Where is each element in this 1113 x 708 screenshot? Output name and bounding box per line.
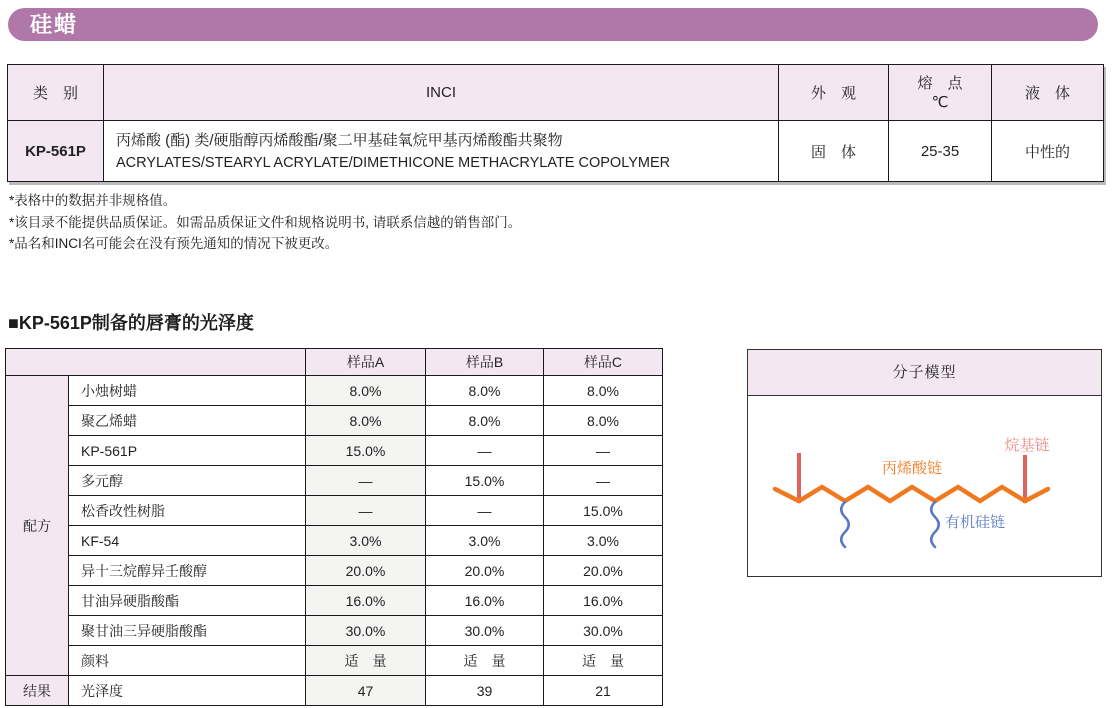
ingredient-name: KF-54 — [69, 526, 306, 556]
value-c: 21 — [544, 676, 663, 706]
molecular-model-title: 分子模型 — [748, 350, 1101, 396]
value-c: — — [544, 466, 663, 496]
section-title: ■KP-561P制备的唇膏的光泽度 — [8, 313, 254, 333]
value-a: 30.0% — [306, 616, 426, 646]
gloss-header-sample-c: 样品C — [544, 349, 663, 376]
value-b: — — [426, 436, 544, 466]
ingredient-name: KP-561P — [69, 436, 306, 466]
inci-chinese: 丙烯酸 (酯) 类/硬脂醇丙烯酸酯/聚二甲基硅氧烷甲基丙烯酸酯共聚物 — [116, 131, 563, 149]
product-table-container — [7, 64, 1104, 182]
group-label-formula: 配方 — [6, 376, 69, 676]
appearance-cell: 固 体 — [779, 121, 889, 182]
table-row — [6, 496, 663, 526]
col-header-melting-point — [889, 65, 992, 121]
acrylic-chain-zigzag — [775, 487, 1048, 501]
value-b: 15.0% — [426, 466, 544, 496]
value-a: 8.0% — [306, 376, 426, 406]
value-b: 8.0% — [426, 406, 544, 436]
gloss-header-sample-b: 样品B — [426, 349, 544, 376]
product-table — [7, 64, 1104, 182]
table-row — [6, 376, 663, 406]
value-a: 3.0% — [306, 526, 426, 556]
molecular-model-diagram — [748, 396, 1101, 577]
molecular-model-panel — [747, 349, 1102, 577]
col-header-appearance: 外 观 — [779, 65, 889, 121]
gloss-table — [5, 348, 663, 706]
col-header-category: 类 别 — [8, 65, 104, 121]
ingredient-name: 多元醇 — [69, 466, 306, 496]
value-b: 8.0% — [426, 376, 544, 406]
ingredient-name: 聚乙烯蜡 — [69, 406, 306, 436]
value-b: 20.0% — [426, 556, 544, 586]
value-c: 8.0% — [544, 376, 663, 406]
melting-point-cell: 25-35 — [889, 121, 992, 182]
ingredient-name: 小烛树蜡 — [69, 376, 306, 406]
product-name-cell: KP-561P — [8, 121, 104, 182]
ingredient-name: 甘油异硬脂酸酯 — [69, 586, 306, 616]
value-b: 适 量 — [426, 646, 544, 676]
footnote-3: *品名和INCI名可能会在没有预先通知的情况下被更改。 — [9, 236, 339, 251]
table-row — [6, 406, 663, 436]
table-row — [6, 526, 663, 556]
group-label-result: 结果 — [6, 676, 69, 706]
value-b: 16.0% — [426, 586, 544, 616]
value-a: 15.0% — [306, 436, 426, 466]
value-a: 47 — [306, 676, 426, 706]
table-row — [6, 436, 663, 466]
acrylic-chain-label: 丙烯酸链 — [881, 460, 943, 477]
melting-point-label: 熔 点 — [917, 74, 963, 92]
ingredient-name: 颜料 — [69, 646, 306, 676]
value-c: — — [544, 436, 663, 466]
value-a: 20.0% — [306, 556, 426, 586]
value-c: 16.0% — [544, 586, 663, 616]
footnote-1: *表格中的数据并非规格值。 — [9, 193, 177, 208]
value-b: — — [426, 496, 544, 526]
value-b: 39 — [426, 676, 544, 706]
footnotes — [9, 190, 521, 255]
gloss-table-container — [5, 348, 663, 706]
value-b: 30.0% — [426, 616, 544, 646]
melting-point-unit: ℃ — [931, 93, 949, 111]
value-a: 适 量 — [306, 646, 426, 676]
ingredient-name: 松香改性树脂 — [69, 496, 306, 526]
table-row — [6, 586, 663, 616]
value-a: — — [306, 466, 426, 496]
value-c: 8.0% — [544, 406, 663, 436]
value-c: 适 量 — [544, 646, 663, 676]
silicone-chain-label: 有机硅链 — [945, 514, 1006, 531]
inci-english: ACRYLATES/STEARYL ACRYLATE/DIMETHICONE METHACRYLATE COPOLYMER — [116, 154, 671, 171]
table-row — [6, 676, 663, 706]
col-header-inci: INCI — [104, 65, 779, 121]
value-b: 3.0% — [426, 526, 544, 556]
ingredient-name: 聚甘油三异硬脂酸酯 — [69, 616, 306, 646]
silicone-chain-squiggle-right — [931, 502, 939, 547]
value-a: 8.0% — [306, 406, 426, 436]
value-c: 3.0% — [544, 526, 663, 556]
value-c: 30.0% — [544, 616, 663, 646]
alkyl-chain-label: 烷基链 — [1004, 437, 1050, 454]
table-row — [6, 616, 663, 646]
page-title-banner — [8, 8, 1098, 41]
value-a: — — [306, 496, 426, 526]
inci-cell — [104, 121, 779, 182]
liquid-cell: 中性的 — [992, 121, 1104, 182]
value-a: 16.0% — [306, 586, 426, 616]
value-c: 15.0% — [544, 496, 663, 526]
silicone-chain-squiggle-left — [841, 502, 849, 547]
table-row — [6, 556, 663, 586]
result-name: 光泽度 — [69, 676, 306, 706]
col-header-liquid: 液 体 — [992, 65, 1104, 121]
gloss-header-empty — [6, 349, 306, 376]
ingredient-name: 异十三烷醇异壬酸醇 — [69, 556, 306, 586]
page-title: 硅蜡 — [30, 12, 79, 37]
table-row — [6, 646, 663, 676]
gloss-header-sample-a: 样品A — [306, 349, 426, 376]
value-c: 20.0% — [544, 556, 663, 586]
table-row — [6, 466, 663, 496]
footnote-2: *该目录不能提供品质保证。如需品质保证文件和规格说明书, 请联系信越的销售部门。 — [9, 214, 522, 230]
